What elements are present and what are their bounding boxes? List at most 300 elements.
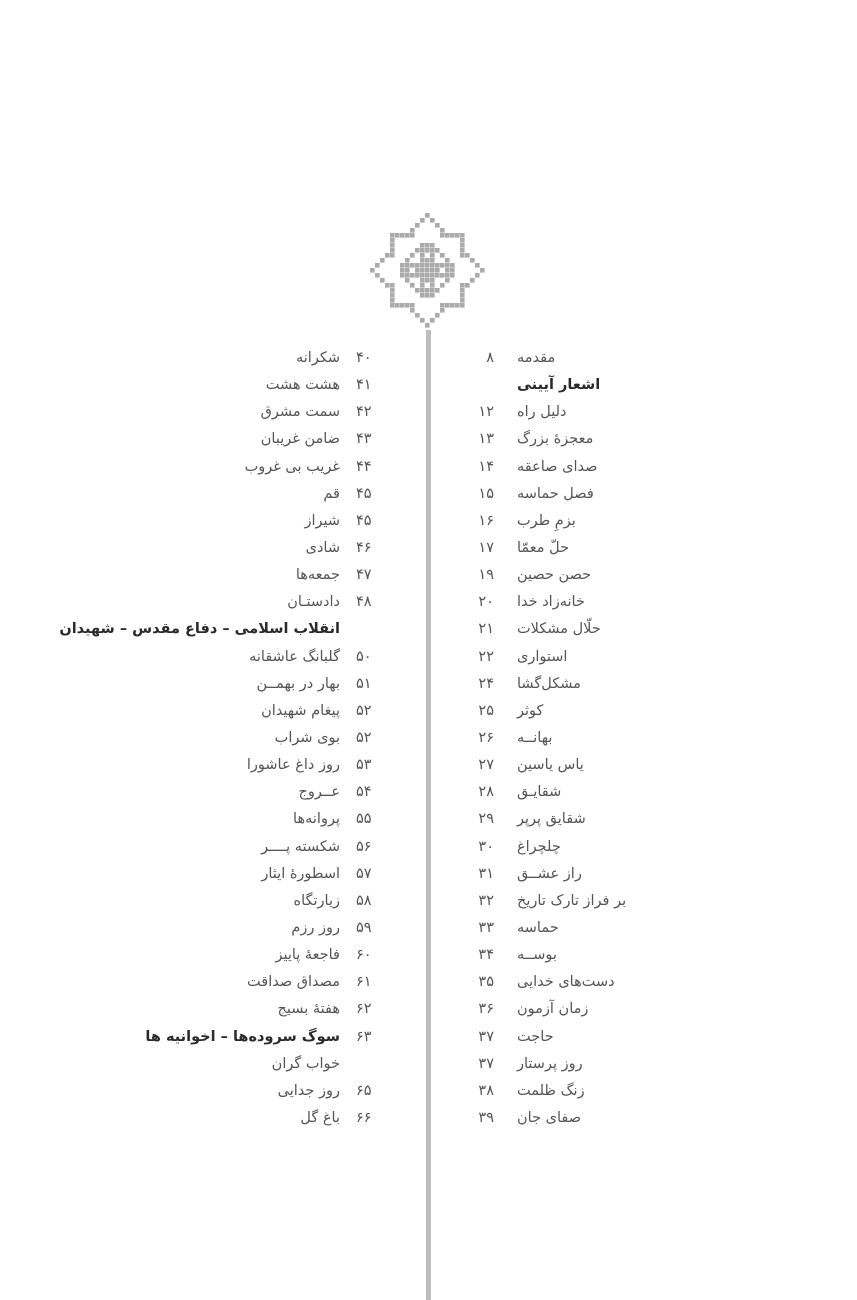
toc-entry: [40, 942, 390, 969]
toc-column-left: [40, 345, 390, 1132]
ornament-cell: [430, 248, 435, 253]
toc-entry-page: ۵۷: [356, 865, 372, 882]
toc-entry: [460, 806, 720, 833]
toc-entry-page: ۱۹: [478, 567, 494, 584]
ornament-cell: [430, 218, 435, 223]
toc-entry-page: ۱۵: [478, 485, 494, 502]
toc-entry: [460, 1024, 720, 1051]
toc-entry-page: ۶۵: [356, 1082, 372, 1099]
ornament-cell: [425, 248, 430, 253]
ornament-cell: [460, 303, 465, 308]
ornament-cell: [430, 278, 435, 283]
ornament-cell: [460, 243, 465, 248]
toc-entry: [460, 1078, 720, 1105]
toc-entry-title: راز عشــق: [517, 865, 582, 882]
ornament-cell: [440, 228, 445, 233]
toc-entry-page: ۴۴: [356, 458, 372, 475]
toc-entry-title: بوی شراب: [274, 729, 340, 746]
toc-entry: [40, 779, 390, 806]
toc-entry-title: زنگ ظلمت: [517, 1082, 585, 1099]
toc-entry-title: اسطورهٔ ایثار: [261, 865, 340, 882]
toc-entry-page: ۳۲: [478, 892, 494, 909]
toc-entry-title: شکرانه: [296, 350, 340, 366]
toc-entry: [40, 969, 390, 996]
toc-entry: [40, 1051, 390, 1078]
ornament-cell: [390, 298, 395, 303]
toc-entry-page: ۵۵: [356, 811, 372, 828]
ornament-cell: [410, 308, 415, 313]
toc-entry-page: ۴۷: [356, 567, 372, 584]
ornament-cell: [390, 243, 395, 248]
toc-entry-title: مصداق صداقت: [247, 974, 340, 991]
ornament-cell: [435, 288, 440, 293]
ornament-cell: [405, 278, 410, 283]
ornament-cell: [440, 233, 445, 238]
toc-entry-page: ۳۶: [478, 1001, 494, 1018]
toc-entry: [40, 698, 390, 725]
toc-entry-title: هشت هشت: [265, 377, 340, 394]
ornament-cell: [430, 258, 435, 263]
toc-section-heading: [460, 372, 720, 399]
ornament-cell: [420, 248, 425, 253]
toc-entry-page: ۲۵: [478, 702, 494, 719]
toc-entry-page: ۵۲: [356, 729, 372, 746]
ornament-cell: [470, 258, 475, 263]
ornament-cell: [420, 288, 425, 293]
ornament-cell: [450, 268, 455, 273]
column-divider: [426, 330, 431, 1300]
toc-entry: [40, 454, 390, 481]
toc-entry-title: غریب بی غروب: [244, 458, 340, 475]
toc-section-heading: [40, 616, 390, 643]
toc-entry: [460, 1105, 720, 1132]
ornament-cell: [440, 283, 445, 288]
ornament-cell: [430, 253, 435, 258]
toc-entry-page: ۲۷: [478, 757, 494, 774]
ornament-cell: [455, 303, 460, 308]
ornament-cell: [405, 273, 410, 278]
toc-entry-page: ۵۶: [356, 838, 372, 855]
toc-entry-title: باغ گل: [300, 1109, 340, 1126]
toc-entry-page: ۲۲: [478, 648, 494, 665]
toc-entry-title: اشعار آیینی: [517, 377, 601, 394]
ornament-cell: [460, 283, 465, 288]
ornament-cell: [380, 258, 385, 263]
toc-entry: [40, 1105, 390, 1132]
toc-entry-title: پروانه‌ها: [293, 811, 340, 828]
toc-entry-page: ۳۱: [478, 865, 494, 882]
toc-entry-page: ۲۸: [478, 784, 494, 801]
toc-entry: [460, 345, 720, 372]
toc-entry-title: فصل حماسه: [517, 485, 594, 502]
toc-entry: [40, 996, 390, 1023]
ornament-cell: [375, 263, 380, 268]
toc-entry-page: ۶۰: [356, 947, 372, 964]
ornament-cell: [385, 253, 390, 258]
ornament-cell: [420, 278, 425, 283]
toc-entry: [40, 834, 390, 861]
ornament-cell: [415, 248, 420, 253]
ornament-cell: [450, 273, 455, 278]
ornament-cell: [415, 288, 420, 293]
ornament-cell: [425, 273, 430, 278]
toc-entry-title: بزمِ طرب: [517, 512, 576, 529]
toc-entry-title: حلّ معمّا: [517, 539, 570, 556]
ornament-cell: [425, 213, 430, 218]
ornament-cell: [430, 243, 435, 248]
toc-entry-page: ۲۰: [478, 594, 494, 611]
ornament-cell: [460, 248, 465, 253]
toc-entry: [460, 644, 720, 671]
ornament-cell: [405, 233, 410, 238]
toc-entry-page: ۶۱: [356, 974, 372, 991]
ornament-cell: [375, 273, 380, 278]
ornament-cell: [415, 268, 420, 273]
toc-section-heading: [40, 1024, 390, 1051]
toc-entry-page: ۲۹: [478, 811, 494, 828]
ornament-cell: [435, 273, 440, 278]
toc-entry-title: ضامن غریبان: [260, 431, 340, 448]
toc-entry-page: ۴۲: [356, 404, 372, 421]
toc-entry-title: روز داغ عاشورا: [246, 757, 340, 774]
ornament-cell: [460, 293, 465, 298]
ornament-cell: [440, 253, 445, 258]
toc-entry: [40, 888, 390, 915]
ornament-cell: [445, 278, 450, 283]
toc-entry-title: سوگ سروده‌ها – اخوانیه ها: [145, 1028, 340, 1045]
toc-entry: [460, 399, 720, 426]
ornament-cell: [400, 263, 405, 268]
ornament-cell: [430, 268, 435, 273]
toc-entry-page: ۱۲: [478, 404, 494, 421]
toc-entry: [40, 508, 390, 535]
ornament-cell: [460, 238, 465, 243]
ornament-cell: [410, 303, 415, 308]
toc-entry: [40, 752, 390, 779]
ornament-cell: [395, 233, 400, 238]
toc-entry-title: زمان آزمون: [517, 1001, 589, 1018]
toc-entry-page: ۲۴: [478, 675, 494, 692]
ornament-cell: [390, 288, 395, 293]
ornament-cell: [420, 293, 425, 298]
toc-entry: [460, 725, 720, 752]
ornament-cell: [425, 258, 430, 263]
ornament-cell: [425, 278, 430, 283]
ornament-cell: [470, 278, 475, 283]
toc-entry-title: شادی: [305, 539, 340, 556]
ornament-cell: [475, 273, 480, 278]
ornament-cell: [450, 303, 455, 308]
toc-entry: [460, 426, 720, 453]
toc-entry-title: حماسه: [517, 919, 559, 936]
toc-column-right: [460, 345, 720, 1132]
ornament-cell: [410, 233, 415, 238]
toc-entry: [40, 915, 390, 942]
ornament-cell: [390, 238, 395, 243]
toc-entry: [460, 888, 720, 915]
ornament-cell: [445, 258, 450, 263]
toc-entry-page: ۴۸: [356, 594, 372, 611]
ornament-cell: [415, 223, 420, 228]
toc-entry-title: بر فراز تارک تاریخ: [517, 892, 627, 909]
ornament-cell: [450, 263, 455, 268]
ornament-cell: [440, 303, 445, 308]
ornament-cell: [400, 303, 405, 308]
toc-entry: [40, 535, 390, 562]
ornament-cell: [425, 243, 430, 248]
toc-entry-title: روز جدایی: [277, 1082, 340, 1099]
ornament-cell: [420, 253, 425, 258]
ornament-cell: [435, 263, 440, 268]
toc-entry-title: قم: [323, 485, 340, 502]
ornament-cell: [420, 268, 425, 273]
toc-entry-title: استواری: [517, 648, 568, 665]
toc-entry: [460, 942, 720, 969]
toc-entry: [460, 752, 720, 779]
toc-entry: [460, 616, 720, 643]
toc-entry-title: حاجت: [517, 1028, 554, 1045]
toc-entry: [40, 806, 390, 833]
ornament-cell: [460, 298, 465, 303]
toc-entry-title: هفتهٔ بسیج: [277, 1001, 340, 1018]
ornament-cell: [415, 273, 420, 278]
ornament-cell: [410, 253, 415, 258]
toc-entry-page: ۳۳: [478, 919, 494, 936]
toc-entry-page: ۲۶: [478, 729, 494, 746]
toc-entry-title: کوثر: [517, 702, 544, 719]
ornament-cell: [425, 293, 430, 298]
ornament-cell: [440, 308, 445, 313]
ornament-cell: [445, 268, 450, 273]
toc-entry-title: بوســه: [517, 947, 557, 964]
toc-entry-page: ۵۹: [356, 919, 372, 936]
toc-entry: [460, 861, 720, 888]
toc-entry-page: ۳۷: [478, 1028, 494, 1045]
toc-entry: [40, 426, 390, 453]
ornament-cell: [390, 293, 395, 298]
toc-entry-page: ۳۵: [478, 974, 494, 991]
toc-entry-title: خانه‌زاد خدا: [517, 594, 585, 611]
ornament-cell: [410, 283, 415, 288]
toc-entry-title: روز پرستار: [517, 1055, 583, 1072]
toc-entry-title: سمت مشرق: [260, 404, 340, 421]
toc-entry-page: ۱۶: [478, 512, 494, 529]
ornament-cell: [400, 233, 405, 238]
toc-entry-title: فاجعهٔ پاییز: [275, 947, 340, 964]
ornament-cell: [415, 263, 420, 268]
ornament-cell: [390, 253, 395, 258]
ornament-cell: [390, 233, 395, 238]
toc-entry-title: شکسته پــــر: [261, 838, 340, 855]
ornament-cell: [430, 288, 435, 293]
toc-entry-page: ۳۰: [478, 838, 494, 855]
toc-entry-page: ۶۲: [356, 1001, 372, 1018]
toc-entry: [40, 725, 390, 752]
toc-entry: [460, 562, 720, 589]
toc-entry-title: دادستـان: [287, 594, 340, 611]
ornament-cell: [435, 248, 440, 253]
ornament-cell: [420, 258, 425, 263]
toc-entry-title: گلبانگ عاشقانه: [249, 648, 340, 665]
ornament-cell: [385, 283, 390, 288]
toc-entry: [460, 996, 720, 1023]
toc-entry-title: زیارتگاه: [293, 892, 340, 909]
toc-entry-page: ۳۴: [478, 947, 494, 964]
ornament-cell: [410, 273, 415, 278]
toc-entry-title: صدای صاعقه: [517, 458, 598, 475]
toc-entry-page: ۱۳: [478, 431, 494, 448]
toc-entry: [460, 779, 720, 806]
toc-entry-page: ۳۸: [478, 1082, 494, 1099]
ornament-cell: [405, 268, 410, 273]
toc-entry-title: بهار در بهمــن: [256, 675, 340, 692]
ornament-cell: [405, 303, 410, 308]
toc-entry-title: یاس یاسین: [517, 757, 584, 774]
toc-entry-title: خواب گران: [271, 1055, 340, 1072]
toc-entry: [460, 481, 720, 508]
ornament-cell: [430, 263, 435, 268]
ornament-cell: [390, 248, 395, 253]
toc-entry-page: ۶۳: [356, 1028, 372, 1045]
ornament-cell: [445, 263, 450, 268]
ornament-cell: [440, 263, 445, 268]
ornament-cell: [465, 283, 470, 288]
ornament-cell: [430, 283, 435, 288]
ornament-cell: [395, 303, 400, 308]
toc-entry-title: حلّال مشکلات: [517, 621, 601, 638]
toc-entry: [460, 915, 720, 942]
toc-entry-title: انقلاب اسلامی – دفاع مقدس – شهیدان: [59, 621, 340, 638]
toc-entry: [40, 861, 390, 888]
toc-entry: [40, 481, 390, 508]
toc-entry: [460, 508, 720, 535]
ornament-cell: [420, 243, 425, 248]
toc-entry-page: ۶۶: [356, 1109, 372, 1126]
ornament-cell: [390, 303, 395, 308]
toc-entry-title: شیراز: [304, 512, 340, 529]
toc-entry-title: عــروج: [298, 784, 340, 801]
toc-entry-title: چلچراغ: [517, 838, 561, 855]
toc-entry-title: شقایـق: [517, 784, 562, 801]
toc-entry-page: ۲۱: [478, 621, 494, 638]
ornament-cell: [430, 273, 435, 278]
toc-entry: [40, 562, 390, 589]
ornament-cell: [400, 268, 405, 273]
toc-entry-page: ۵۴: [356, 784, 372, 801]
ornament-cell: [405, 258, 410, 263]
toc-entry-page: ۸: [486, 350, 494, 366]
toc-entry: [40, 671, 390, 698]
ornament-cell: [400, 273, 405, 278]
ornament-cell: [480, 268, 485, 273]
toc-entry: [40, 1078, 390, 1105]
toc-entry: [460, 969, 720, 996]
ornament-cell: [455, 233, 460, 238]
ornament-cell: [435, 268, 440, 273]
toc-entry-page: ۱۴: [478, 458, 494, 475]
toc-entry-title: دلیل راه: [517, 404, 567, 421]
toc-entry-title: معجزهٔ بزرگ: [517, 431, 594, 448]
ornament-cell: [420, 283, 425, 288]
toc-entry-title: روز رزم: [291, 919, 340, 936]
ornament-cell: [445, 303, 450, 308]
ornament-cell: [420, 218, 425, 223]
toc-entry-page: ۵۰: [356, 648, 372, 665]
ornament-cell: [380, 278, 385, 283]
ornament-cell: [440, 273, 445, 278]
ornament-cell: [425, 323, 430, 328]
ornament-cell: [415, 313, 420, 318]
toc-entry-page: ۴۵: [356, 485, 372, 502]
toc-entry: [460, 834, 720, 861]
ornament-cell: [425, 268, 430, 273]
toc-entry-title: مقدمه: [517, 350, 556, 366]
ornament-cell: [460, 288, 465, 293]
toc-entry: [460, 671, 720, 698]
toc-entry-title: صفای جان: [517, 1109, 582, 1126]
toc-entry-page: ۴۵: [356, 512, 372, 529]
toc-entry-title: مشکل‌گشا: [517, 675, 581, 692]
toc-entry-page: ۴۶: [356, 539, 372, 556]
ornament-cell: [465, 253, 470, 258]
ornament-cell: [445, 233, 450, 238]
toc-entry-page: ۴۰: [356, 350, 372, 366]
toc-entry-page: ۳۹: [478, 1109, 494, 1126]
ornament-cell: [420, 273, 425, 278]
toc-entry-page: ۳۷: [478, 1055, 494, 1072]
toc-entry: [40, 589, 390, 616]
toc-entry: [460, 698, 720, 725]
toc-entry: [40, 399, 390, 426]
ornament-cell: [450, 233, 455, 238]
toc-entry-page: ۵۳: [356, 757, 372, 774]
ornament-cell: [430, 293, 435, 298]
ornament-cell: [460, 233, 465, 238]
ornament-cell: [435, 313, 440, 318]
toc-entry: [460, 454, 720, 481]
toc-entry: [40, 644, 390, 671]
toc-entry-title: پیغام شهیدان: [261, 702, 340, 719]
ornament-cell: [425, 288, 430, 293]
toc-entry-title: شقایق پرپر: [517, 811, 586, 828]
toc-entry-page: ۴۱: [356, 377, 372, 394]
ornament-cell: [390, 283, 395, 288]
toc-entry-page: ۱۷: [478, 539, 494, 556]
toc-entry-page: ۴۳: [356, 431, 372, 448]
toc-entry: [40, 372, 390, 399]
toc-entry-page: ۵۱: [356, 675, 372, 692]
ornament-cell: [435, 223, 440, 228]
toc-entry-page: ۵۲: [356, 702, 372, 719]
toc-entry: [460, 1051, 720, 1078]
ornament-cell: [370, 268, 375, 273]
toc-entry-title: بهانــه: [517, 729, 553, 746]
ornament-cell: [445, 273, 450, 278]
toc-entry-title: حصن حصین: [517, 567, 592, 584]
ornament-cell: [420, 318, 425, 323]
toc-entry-title: جمعه‌ها: [295, 567, 340, 584]
ornament-star-icon: [370, 213, 486, 329]
toc-entry-page: ۵۸: [356, 892, 372, 909]
toc-entry: [460, 589, 720, 616]
toc-entry: [460, 535, 720, 562]
ornament-cell: [405, 263, 410, 268]
toc-entry: [40, 345, 390, 372]
ornament-cell: [475, 263, 480, 268]
ornament-cell: [460, 253, 465, 258]
ornament-cell: [410, 263, 415, 268]
ornament-cell: [410, 228, 415, 233]
